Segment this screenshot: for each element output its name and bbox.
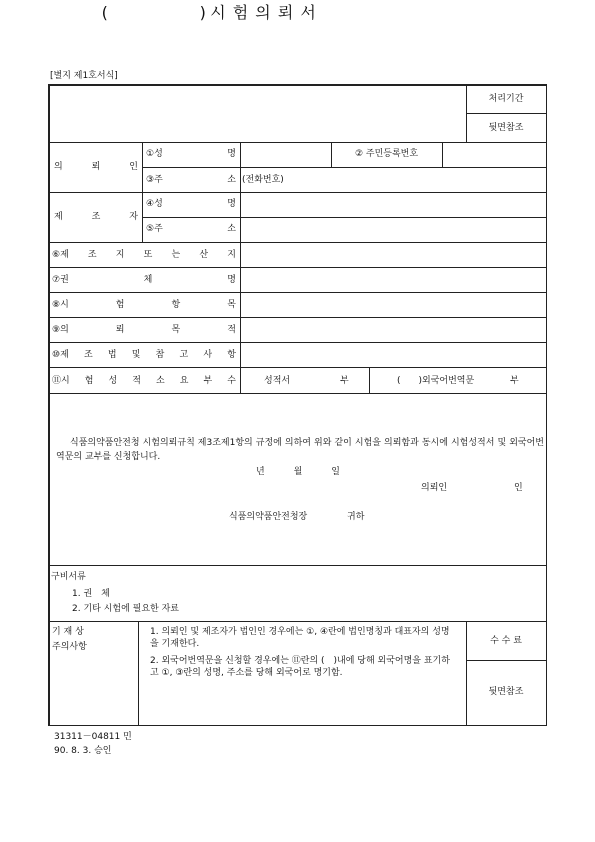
request-purpose-field[interactable] <box>242 319 544 341</box>
frame-bottom <box>48 725 547 727</box>
note-2: 2. 외국어번역문을 신청할 경우에는 ⑪란의 ( )내에 당해 외국어명을 표기하고 ①, ③란의 성명, 주소를 당해 외국어로 명기함. <box>150 656 450 678</box>
date-line: 년 월 일 <box>256 467 340 477</box>
honorific-label: 귀하 <box>347 512 365 522</box>
request-statement: 식품의약품안전청 시험의뢰규칙 제3조제1항의 규정에 의하여 위와 같이 시험을 의뢰함과 동시에 시험성적서 및 외국어번역문의 교부를 신청합니다. <box>56 438 544 462</box>
attachment-item: 1. 권 체 <box>72 589 110 599</box>
see-back-label: 뒷면참조 <box>488 123 524 133</box>
form-code: 31311－04811 민 <box>54 732 132 742</box>
requester-name-field[interactable] <box>242 144 330 166</box>
applicant-signature-field[interactable] <box>460 478 510 496</box>
notes-label-line2: 주의사항 <box>52 642 87 652</box>
origin-label: ⑥제 조 지 또 는 산 지 <box>52 250 236 260</box>
test-items-label: ⑧시 험 항 목 <box>52 300 236 310</box>
side-box-mid <box>466 113 546 114</box>
notes-label-line1: 기 재 상 <box>52 627 84 637</box>
required-copies-label: ⑪시 험 성 적 소 요 부 수 <box>52 376 236 386</box>
origin-field[interactable] <box>242 244 544 266</box>
certificate-copies-field[interactable] <box>300 370 336 390</box>
product-name-field[interactable] <box>242 269 544 291</box>
fee-label: 수 수 료 <box>490 636 522 646</box>
translation-copies-field[interactable] <box>490 370 508 390</box>
manufacturer-label: 제 조 자 <box>54 212 138 222</box>
note-1: 1. 의뢰인 및 제조자가 법인인 경우에는 ①, ④란에 법인명칭과 대표자의 성명을 기재한다. <box>150 627 450 649</box>
requester-name-label: ①성 명 <box>146 149 236 159</box>
form-number-tag: [별지 제1호서식] <box>50 71 118 81</box>
certificate-label: 성적서 <box>264 376 291 386</box>
seal-label: 인 <box>514 483 523 493</box>
method-reference-label: ⑩제 조 법 및 참 고 사 항 <box>52 350 236 360</box>
method-reference-field[interactable] <box>242 344 544 366</box>
registration-number-field[interactable] <box>444 144 544 166</box>
frame-left <box>48 84 50 726</box>
fee-see-back-label: 뒷면참조 <box>488 687 524 697</box>
product-name-label: ⑦권 체 명 <box>52 275 236 285</box>
translation-label: ( )외국어번역문 <box>397 376 475 386</box>
applicant-label: 의뢰인 <box>421 483 448 493</box>
request-purpose-label: ⑨의 뢰 목 적 <box>52 325 236 335</box>
approval-date: 90. 8. 3. 승인 <box>54 746 112 756</box>
requester-phone-label: (전화번호) <box>242 175 284 185</box>
registration-number-label: ② 주민등록번호 <box>354 149 419 159</box>
requester-label: 의 뢰 인 <box>54 162 138 172</box>
requester-address-label: ③주 소 <box>146 175 236 185</box>
certificate-unit: 부 <box>340 376 349 386</box>
manufacturer-name-label: ④성 명 <box>146 199 236 209</box>
manufacturer-address-label: ⑤주 소 <box>146 224 236 234</box>
frame-top <box>48 84 547 86</box>
frame-right <box>546 84 548 726</box>
manufacturer-name-field[interactable] <box>242 194 544 216</box>
attachments-title: 구비서류 <box>51 572 86 582</box>
manufacturer-address-field[interactable] <box>242 219 544 241</box>
test-items-field[interactable] <box>242 294 544 316</box>
form-title-text: 시 험 의 뢰 서 <box>210 3 317 22</box>
attachment-item: 2. 기타 시험에 필요한 자료 <box>72 604 179 614</box>
translation-unit: 부 <box>510 376 519 386</box>
translation-language-field[interactable] <box>404 370 424 390</box>
requester-address-field[interactable] <box>300 169 544 191</box>
form-title: ( ) 시 험 의 뢰 서 <box>101 3 317 22</box>
processing-period-label: 처리기간 <box>488 94 524 104</box>
addressee-label: 식품의약품안전청장 <box>229 512 308 522</box>
